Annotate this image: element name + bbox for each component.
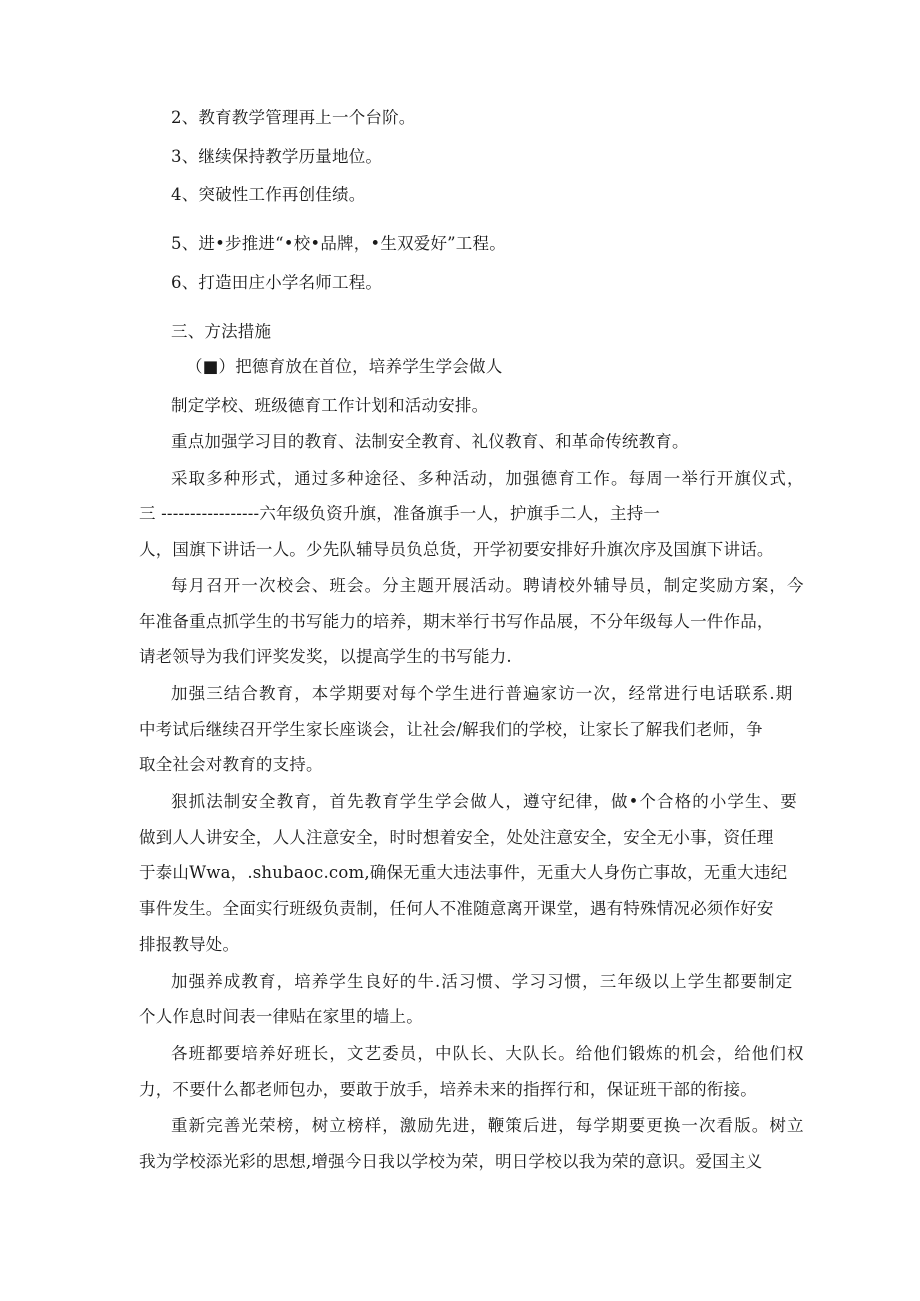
paragraph-line: 三 -----------------六年级负资升旗，准备旗手一人，护旗手二人，主持一: [139, 504, 661, 523]
section-subheading: （■）把德育放在首位，培养学生学会做人: [186, 357, 503, 376]
goal-item-4: 4、突破性工作再创佳绩。: [171, 185, 366, 204]
paragraph-line: 加强三结合教育，本学期要对每个学生进行普遍家访一次，经常进行电话联系.期: [171, 684, 794, 703]
goal-item-2: 2、教育教学管理再上一个台阶。: [171, 108, 416, 127]
goal-item-6: 6、打造田庄小学名师工程。: [171, 273, 383, 292]
paragraph-line: 制定学校、班级德育工作计划和活动安排。: [171, 396, 489, 415]
paragraph-line: 狠抓法制安全教育，首先教育学生学会做人，遵守纪律，做•个合格的小学生、要: [171, 792, 798, 811]
paragraph-line: 做到人人讲安全，人人注意安全，时时想着安全，处处注意安全，安全无小事，资任理: [139, 828, 774, 847]
paragraph-line: 每月召开一次校会、班会。分主题开展活动。聘请校外辅导员，制定奖励方案，今: [171, 576, 805, 595]
paragraph-line: 个人作息时间表一律贴在家里的墙上。: [139, 1007, 423, 1026]
paragraph-line: 排报教导处。: [139, 935, 240, 954]
paragraph-line: 加强养成教育，培养学生良好的牛.活习惯、学习习惯，三年级以上学生都要制定: [171, 972, 794, 991]
paragraph-line: 中考试后继续召开学生家长座谈会，让社会/解我们的学校，让家长了解我们老师，争: [139, 720, 763, 739]
paragraph-line: 力，不要什么都老师包办，要敢于放手，培养未来的指挥行和，保证班干部的衔接。: [139, 1080, 757, 1099]
paragraph-line: 事件发生。全面实行班级负责制，任何人不准随意离开课堂，遇有特殊情况必须作好安: [139, 899, 774, 918]
goal-item-5: 5、进•步推进“•校•品牌，•生双爱好”工程。: [171, 234, 506, 253]
paragraph-line: 重点加强学习目的教育、法制安全教育、礼仪教育、和革命传统教育。: [171, 432, 689, 451]
paragraph-line: 请老领导为我们评奖发奖，以提高学生的书写能力.: [139, 647, 512, 666]
paragraph-line: 年准备重点抓学生的书写能力的培养，期末举行书写作品展，不分年级每人一件作品，: [139, 612, 774, 631]
goal-item-3: 3、继续保持教学历量地位。: [171, 147, 383, 166]
section-heading: 三、方法措施: [171, 322, 272, 341]
paragraph-line: 取全社会对教育的支持。: [139, 755, 323, 774]
paragraph-line: 重新完善光荣榜，树立榜样，激励先进，鞭策后进，每学期要更换一次看版。树立: [171, 1116, 805, 1135]
paragraph-line: 我为学校添光彩的思想,增强今日我以学校为荣，明日学校以我为荣的意识。爱国主义: [139, 1152, 763, 1171]
paragraph-line: 于泰山Wwa，.shubaoc.com,确保无重大违法事件，无重大人身伤亡事故，无重大违纪: [139, 863, 788, 882]
paragraph-line: 采取多种形式，通过多种途径、多种活动，加强德育工作。每周一举行开旗仪式，: [171, 469, 805, 488]
paragraph-line: 人，国旗下讲话一人。少先队辅导员负总货，开学初要安排好升旗次序及国旗下讲话。: [139, 540, 774, 559]
paragraph-line: 各班都要培养好班长，文艺委员，中队长、大队长。给他们锻炼的机会，给他们权: [171, 1044, 805, 1063]
